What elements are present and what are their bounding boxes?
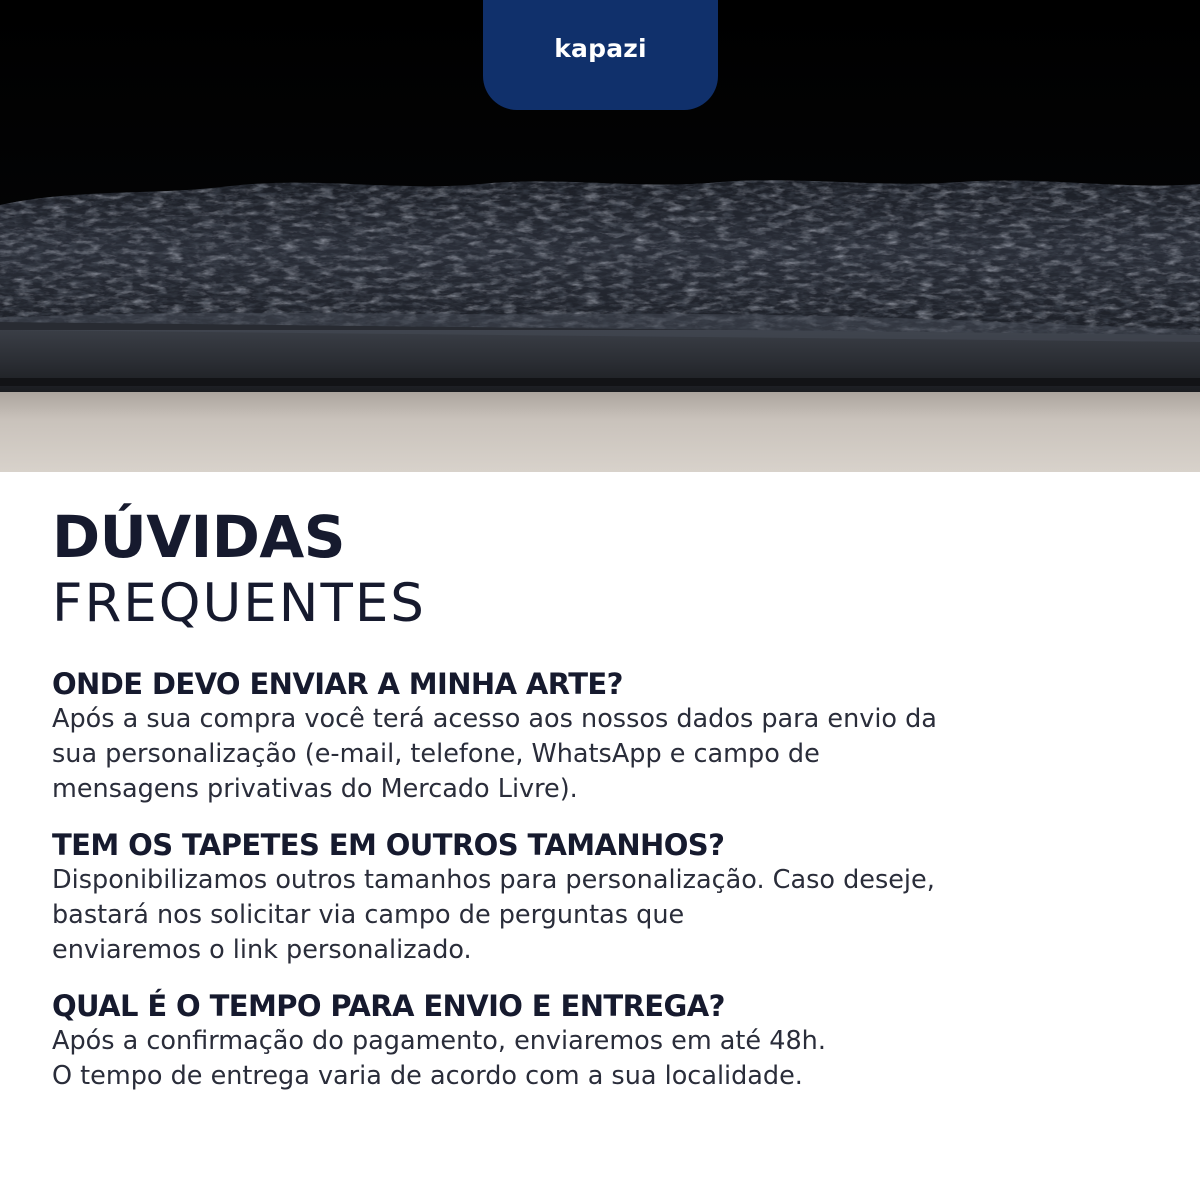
faq-answer [52,702,1162,807]
faq-item [52,988,1162,1094]
faq-answer-line: Disponibilizamos outros tamanhos para personalização. Caso deseje, [52,865,935,895]
page-subtitle: FREQUENTES [52,573,426,634]
faq-item [52,827,1162,968]
faq-answer-line: O tempo de entrega varia de acordo com a sua localidade. [52,1061,803,1091]
faq-section [52,500,1162,1114]
faq-item [52,666,1162,807]
kapazi-logo: kapazi [554,33,647,63]
faq-answer-line: sua personalização (e-mail, telefone, WhatsApp e campo de [52,739,820,769]
hero-image [0,0,1200,472]
faq-answer [52,863,1162,968]
brand-tab [483,0,718,110]
page-title: DÚVIDAS [52,503,346,571]
faq-answer-line: Após a confirmação do pagamento, enviaremos em até 48h. [52,1026,826,1056]
faq-answer-line: bastará nos solicitar via campo de perguntas que [52,900,685,930]
faq-answer-line: Após a sua compra você terá acesso aos nossos dados para envio da [52,704,937,734]
faq-answer-line: mensagens privativas do Mercado Livre). [52,774,578,804]
faq-question: ONDE DEVO ENVIAR A MINHA ARTE? [52,667,623,701]
faq-question: QUAL É O TEMPO PARA ENVIO E ENTREGA? [52,989,725,1023]
faq-answer [52,1024,1162,1094]
faq-question: TEM OS TAPETES EM OUTROS TAMANHOS? [52,828,725,862]
faq-answer-line: enviaremos o link personalizado. [52,935,472,965]
